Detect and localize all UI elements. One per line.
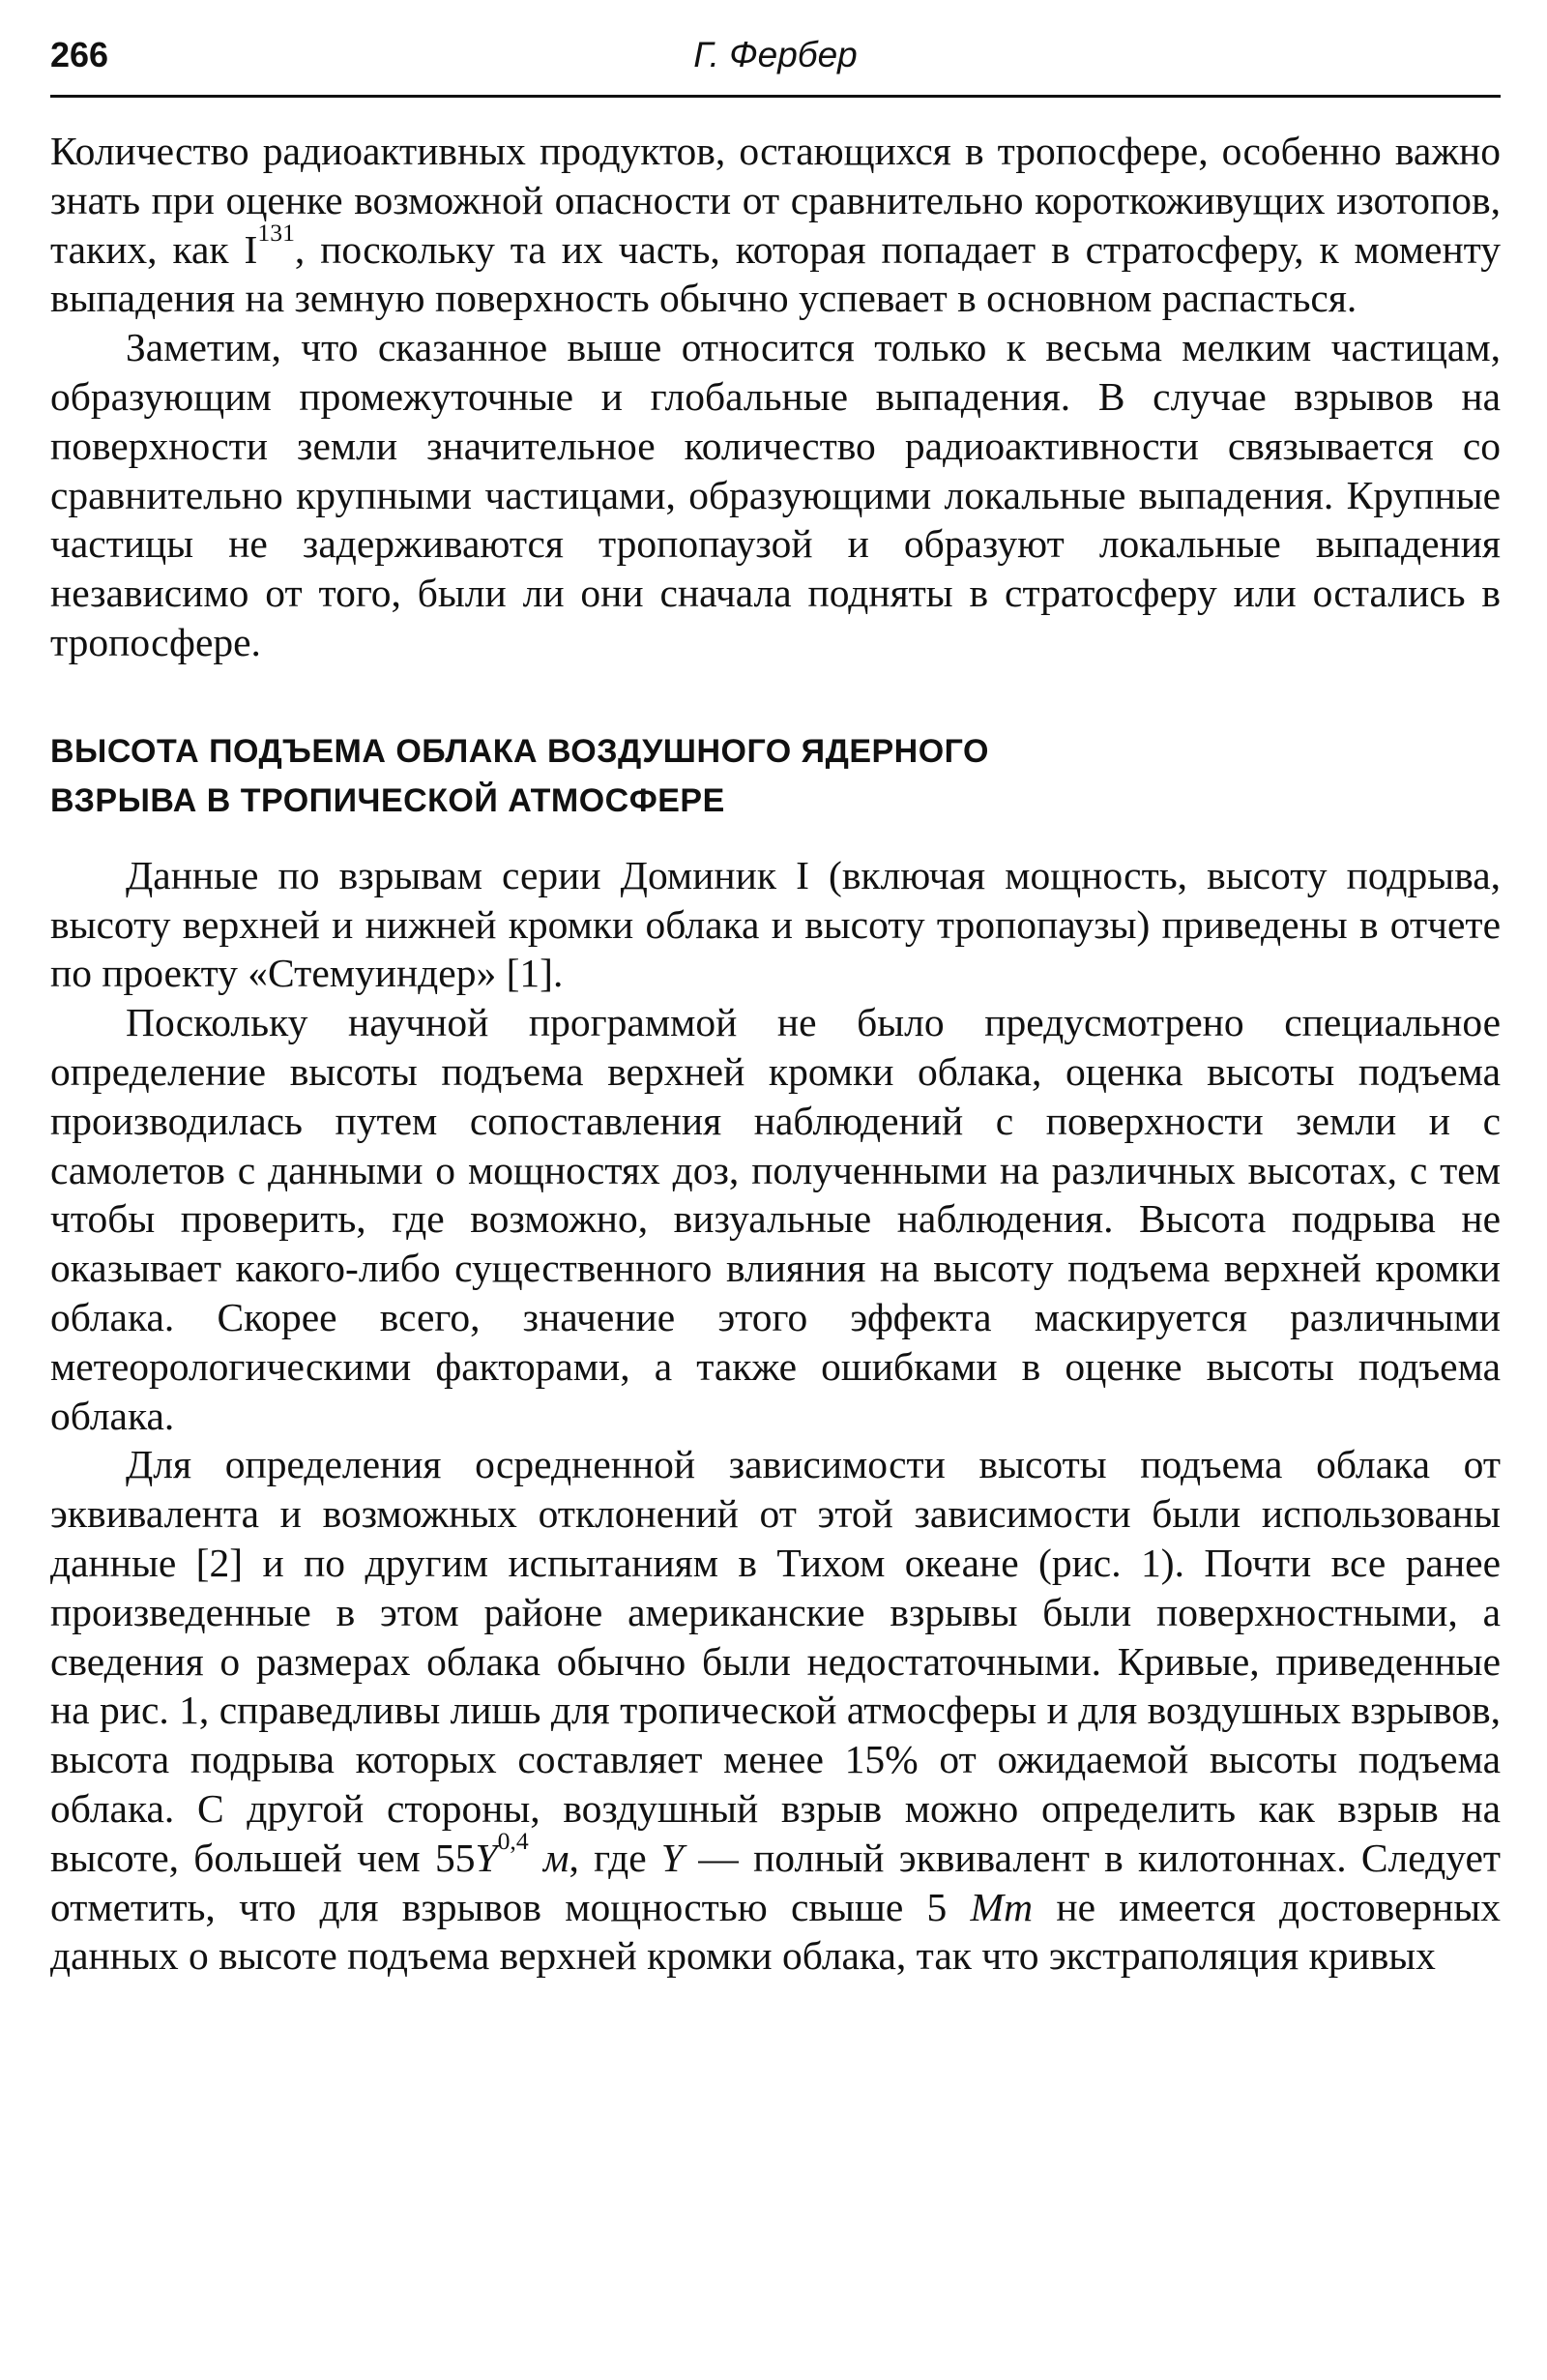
variable-y-2: Y [660,1835,685,1880]
paragraph-3: Данные по взрывам серии Доминик I (включая мощность, высоту подрыва, высоту верхней и нижней кромки облака и высоту тропопаузы) приведены в отчете по проекту «Стемуиндер» [1]. [50,852,1501,996]
paragraph-1-text-a: Количество радиоактивных продуктов, остающихся в тропосфере, особенно важно знать при оценке возможной опасности от сравнительно короткоживущих изотопов, таких, как I [50,129,1501,272]
unit-meters: м [543,1835,569,1880]
paragraph-1-text-b: , поскольку та их часть, которая попадает в стратосферу, к моменту выпадения на земную поверхность обычно успевает в основном распасться. [50,226,1501,321]
paragraph-5-text-c: — полный эквивалент в килотоннах. Следует отметить, что для взрывов мощностью свыше 5 [50,1835,1502,1929]
paragraph-5-text-d: не имеется достоверных данных о высоте подъема верхней кромки облака, так что экстраполяция кривых [50,1884,1502,1979]
isotope-mass-number: 131 [257,218,295,247]
exponent: 0,4 [497,1826,529,1855]
paragraph-5-text-b: , где [569,1835,661,1880]
paragraph-5-text-a: Для определения осредненной зависимости высоты подъема облака от эквивалента и возможных отклонений от этой зависимости были использованы данные [2] и по другим испытаниям в Тихом океане (рис. 1). Почти все ранее произведенные в этом районе американские взрывы были поверхностными, а сведения о размерах облака обычно были недостаточными. Кривые, приведенные на рис. 1, справедливы лишь для тропической атмосферы и для воздушных взрывов, высота подрыва которых составляет менее 15% от ожидаемой высоты подъема облака. С другой стороны, воздушный взрыв можно определить как взрыв на высоте, большей чем 55 [50,1442,1501,1880]
unit-megatons: Мт [970,1884,1034,1929]
paragraph-1 [50,127,1501,323]
running-head [50,27,1501,83]
paragraph-4: Поскольку научной программой не было предусмотрено специальное определение высоты подъема верхней кромки облака, оценка высоты подъема производилась путем сопоставления наблюдений с поверхности земли и с самолетов с данными о мощностях доз, полученными на различных высотах, с тем чтобы проверить, где возможно, визуальные наблюдения. Высота подрыва не оказывает какого-либо существенного влияния на высоту подъема верхней кромки облака. Скорее всего, значение этого эффекта маскируется различными метеорологическими факторами, а также ошибками в оценке высоты подъема облака. [50,1000,1501,1438]
page-number: 266 [50,35,109,74]
paragraph-5 [50,1440,1501,1981]
section-heading [50,727,1501,826]
section-heading-line-2: ВЗРЫВА В ТРОПИЧЕСКОЙ АТМОСФЕРЕ [50,781,725,819]
header-rule [50,95,1501,98]
paragraph-2: Заметим, что сказанное выше относится только к весьма мелким частицам, образующим промежуточные и глобальные выпадения. В случае взрывов на поверхности земли значительное количество радиоактивности связывается со сравнительно крупными частицами, образующими локальные выпадения. Крупные частицы не задерживаются тропопаузой и образуют локальные выпадения независимо от того, были ли они сначала подняты в стратосферу или остались в тропосфере. [50,325,1501,664]
section-heading-line-1: ВЫСОТА ПОДЪЕМА ОБЛАКА ВОЗДУШНОГО ЯДЕРНОГО [50,732,989,770]
running-head-author: Г. Фербер [693,35,858,74]
variable-y: Y [475,1835,498,1880]
